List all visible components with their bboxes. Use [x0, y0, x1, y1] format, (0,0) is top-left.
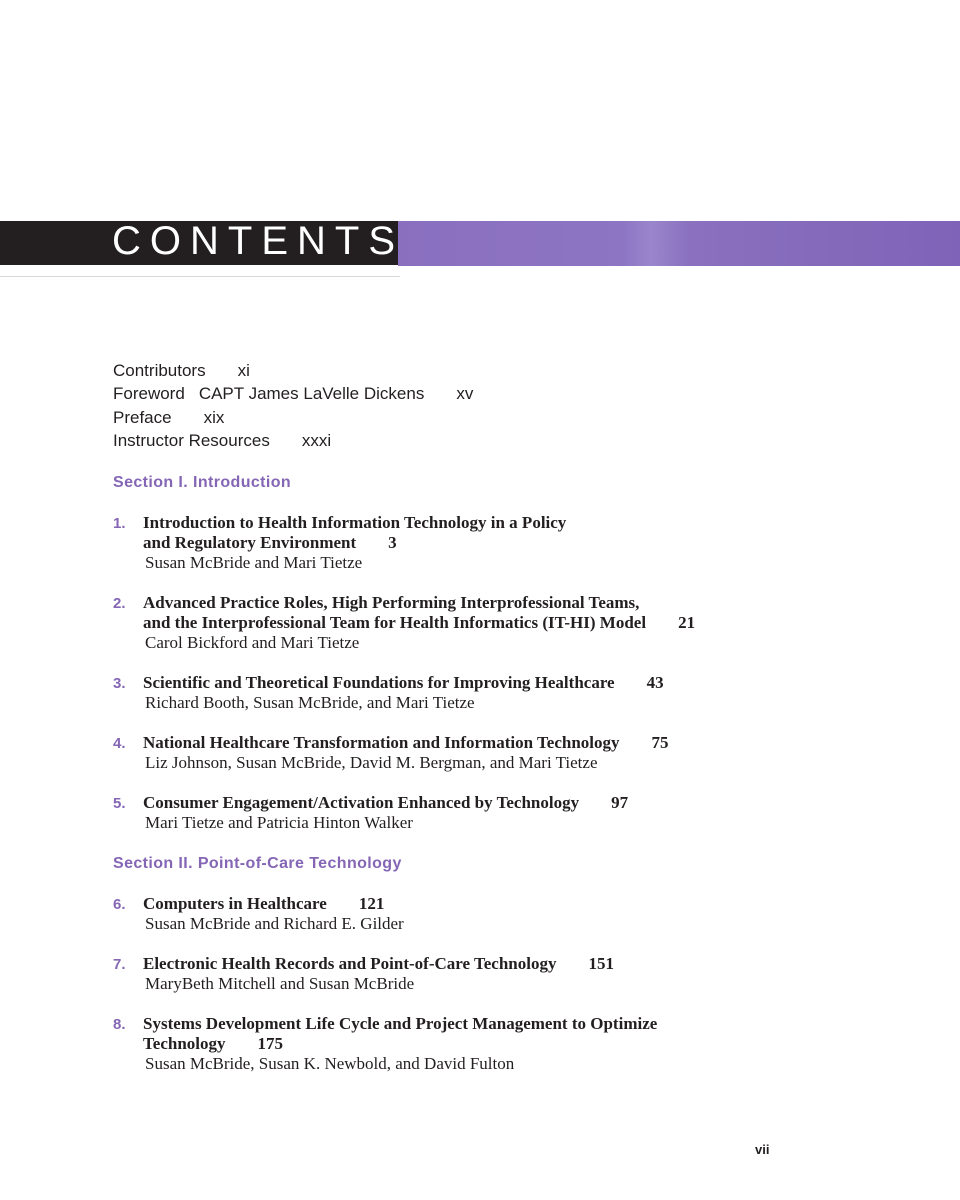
- chapter-page: 175: [257, 1034, 284, 1053]
- chapter-number: 1.: [113, 515, 126, 532]
- page-number: vii: [755, 1142, 770, 1157]
- entry-page: xv: [456, 384, 474, 403]
- entry-page: xi: [237, 361, 250, 380]
- chapter-title[interactable]: Advanced Practice Roles, High Performing Interprofessional Teams,: [143, 593, 640, 612]
- toc-entry-preface[interactable]: [113, 408, 224, 428]
- chapter-page: 75: [651, 733, 669, 752]
- chapter-title[interactable]: Consumer Engagement/Activation Enhanced by Technology 97: [143, 793, 629, 812]
- chapter-authors: Carol Bickford and Mari Tietze: [145, 633, 360, 652]
- chapter-number: 8.: [113, 1016, 126, 1033]
- chapter-number: 7.: [113, 956, 126, 973]
- chapter-page: 121: [358, 894, 385, 913]
- chapter-authors: Richard Booth, Susan McBride, and Mari Tietze: [145, 693, 475, 712]
- chapter-page: 151: [588, 954, 614, 973]
- chapter-authors: Mari Tietze and Patricia Hinton Walker: [145, 813, 413, 832]
- toc-entry-instructor-resources[interactable]: [113, 431, 331, 451]
- section-heading: Section I. Introduction: [113, 474, 292, 491]
- section-heading: Section II. Point-of-Care Technology: [113, 855, 402, 872]
- chapter-number: 6.: [113, 896, 126, 913]
- chapter-title[interactable]: National Healthcare Transformation and Information Technology 75: [143, 733, 669, 752]
- chapter-title-cont[interactable]: and the Interprofessional Team for Health Informatics (IT-HI) Model 21: [143, 613, 696, 632]
- chapter-authors: Susan McBride, Susan K. Newbold, and David Fulton: [145, 1054, 515, 1073]
- chapter-title-cont[interactable]: and Regulatory Environment 3: [143, 533, 397, 552]
- chapter-page: 43: [646, 673, 664, 692]
- chapter-authors: Susan McBride and Richard E. Gilder: [145, 914, 404, 933]
- page-title: CONTENTS: [112, 219, 404, 263]
- entry-label: Preface: [113, 408, 172, 427]
- chapter-page: 3: [388, 533, 397, 552]
- entry-page: xix: [203, 408, 225, 427]
- entry-label: Foreword: [113, 384, 185, 403]
- header-divider: [0, 276, 400, 277]
- toc-entry-foreword[interactable]: [113, 384, 473, 404]
- entry-label: Instructor Resources: [113, 431, 270, 450]
- chapter-title[interactable]: Systems Development Life Cycle and Project Management to Optimize: [143, 1014, 658, 1033]
- toc-entry-contributors[interactable]: [113, 361, 250, 381]
- chapter-title-cont[interactable]: Technology 175: [143, 1034, 284, 1053]
- header-band-purple: [398, 221, 960, 266]
- chapter-number: 2.: [113, 595, 126, 612]
- chapter-title[interactable]: Computers in Healthcare 121: [143, 894, 385, 913]
- chapter-authors: Susan McBride and Mari Tietze: [145, 553, 363, 572]
- chapter-number: 3.: [113, 675, 126, 692]
- entry-page: xxxi: [301, 431, 332, 450]
- chapter-number: 4.: [113, 735, 126, 752]
- chapter-title[interactable]: Scientific and Theoretical Foundations for Improving Healthcare 43: [143, 673, 664, 692]
- entry-byline: CAPT James LaVelle Dickens: [198, 384, 425, 403]
- chapter-authors: Liz Johnson, Susan McBride, David M. Bergman, and Mari Tietze: [145, 753, 598, 772]
- chapter-title[interactable]: Introduction to Health Information Technology in a Policy: [143, 513, 567, 532]
- chapter-page: 21: [678, 613, 696, 632]
- chapter-number: 5.: [113, 795, 126, 812]
- chapter-page: 97: [611, 793, 629, 812]
- entry-label: Contributors: [113, 361, 206, 380]
- chapter-title[interactable]: Electronic Health Records and Point-of-Care Technology 151: [143, 954, 614, 973]
- chapter-authors: MaryBeth Mitchell and Susan McBride: [145, 974, 415, 993]
